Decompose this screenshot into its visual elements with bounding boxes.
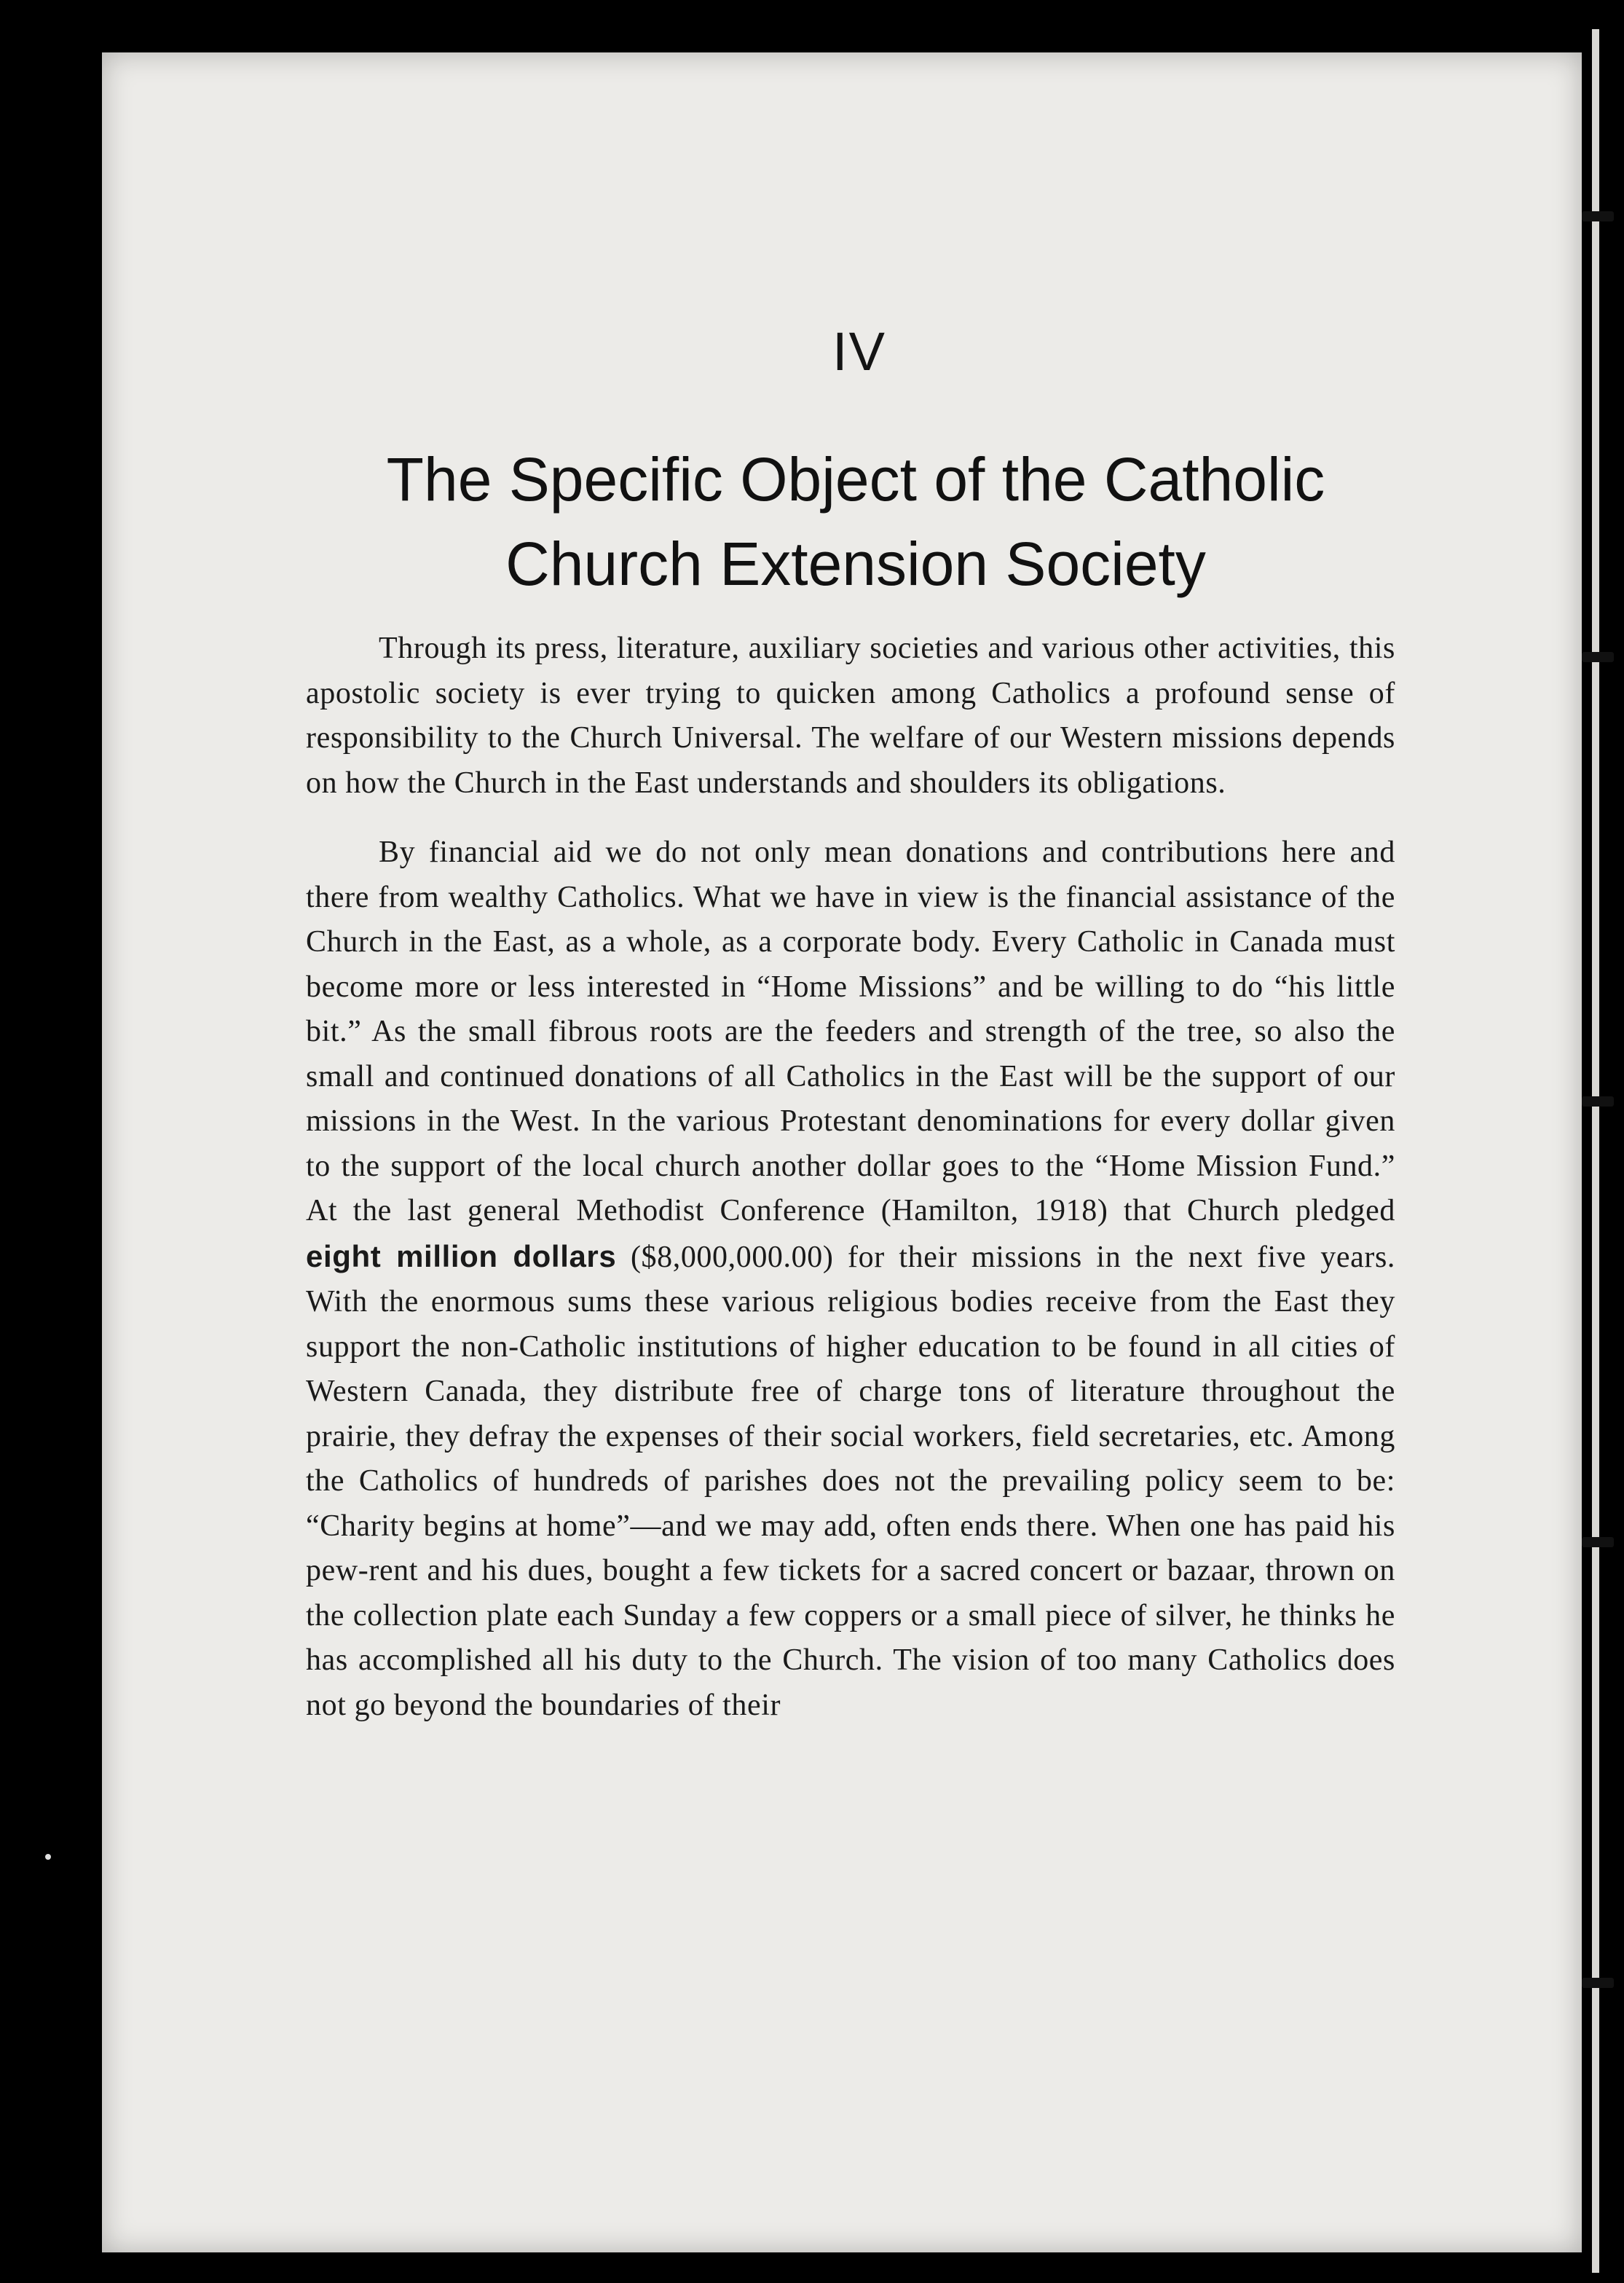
title-line-1: The Specific Object of the Catholic [386, 445, 1325, 514]
scan-speck [45, 1854, 51, 1860]
paragraph-1: Through its press, literature, auxiliary societies and various other activities, this apostolic society is ever trying to quicken among Catholics a profound sense of responsibility to the Church Universal. The welfare of our Western missions depends on how the Church in the East understands and shoulders its obligations. [306, 632, 1395, 800]
book-spine-edge [1592, 29, 1599, 2273]
spine-mark [1582, 1537, 1614, 1547]
spine-mark [1582, 652, 1614, 662]
body-text [306, 626, 1395, 1728]
chapter-numeral: IV [832, 321, 886, 382]
spine-mark [1582, 1978, 1614, 1988]
page-title [320, 437, 1391, 606]
paragraph-2-text-start: By financial aid we do not only mean donations and contributions here and there from wealthy Catholics. What we have in view is the financial assistance of the Church in the East, as a whole, as a corporate body. Every Catholic in Canada must become more or less interested in “Home Missions” and be willing to do “his little bit.” As the small fibrous roots are the feeders and strength of the tree, so also the small and continued donations of all Catholics in the East will be the support of our missions in the West. In the various Protestant denominations for every dollar given to the support of the local church another dollar goes to the “Home Mission Fund.” At the last general Methodist Conference (Hamilton, 1918) that Church pledged [306, 836, 1395, 1227]
paragraph-2-text-end: ($8,000,000.00) for their missions in the next five years. With the enormous sums these various religious bodies receive from the East they support the non-Catholic institutions of higher education to be found in all cities of Western Canada, they distribute free of charge tons of literature throughout the prairie, they defray the expenses of their social workers, field secretaries, etc. Among the Catholics of hundreds of parishes does not the prevailing policy seem to be: “Charity begins at home”—and we may add, often ends there. When one has paid his pew-rent and his dues, bought a few tickets for a sacred concert or bazaar, thrown on the collection plate each Sunday a few coppers or a small piece of silver, he thinks he has accomplished all his duty to the Church. The vision of too many Catholics does not go beyond the boundaries of their [306, 1240, 1395, 1722]
title-line-2: Church Extension Society [505, 530, 1206, 598]
spine-mark [1582, 1096, 1614, 1107]
paragraph-2 [306, 830, 1395, 1728]
spine-mark [1582, 211, 1614, 221]
paragraph-2-bold-phrase: eight million dollars [306, 1238, 617, 1273]
